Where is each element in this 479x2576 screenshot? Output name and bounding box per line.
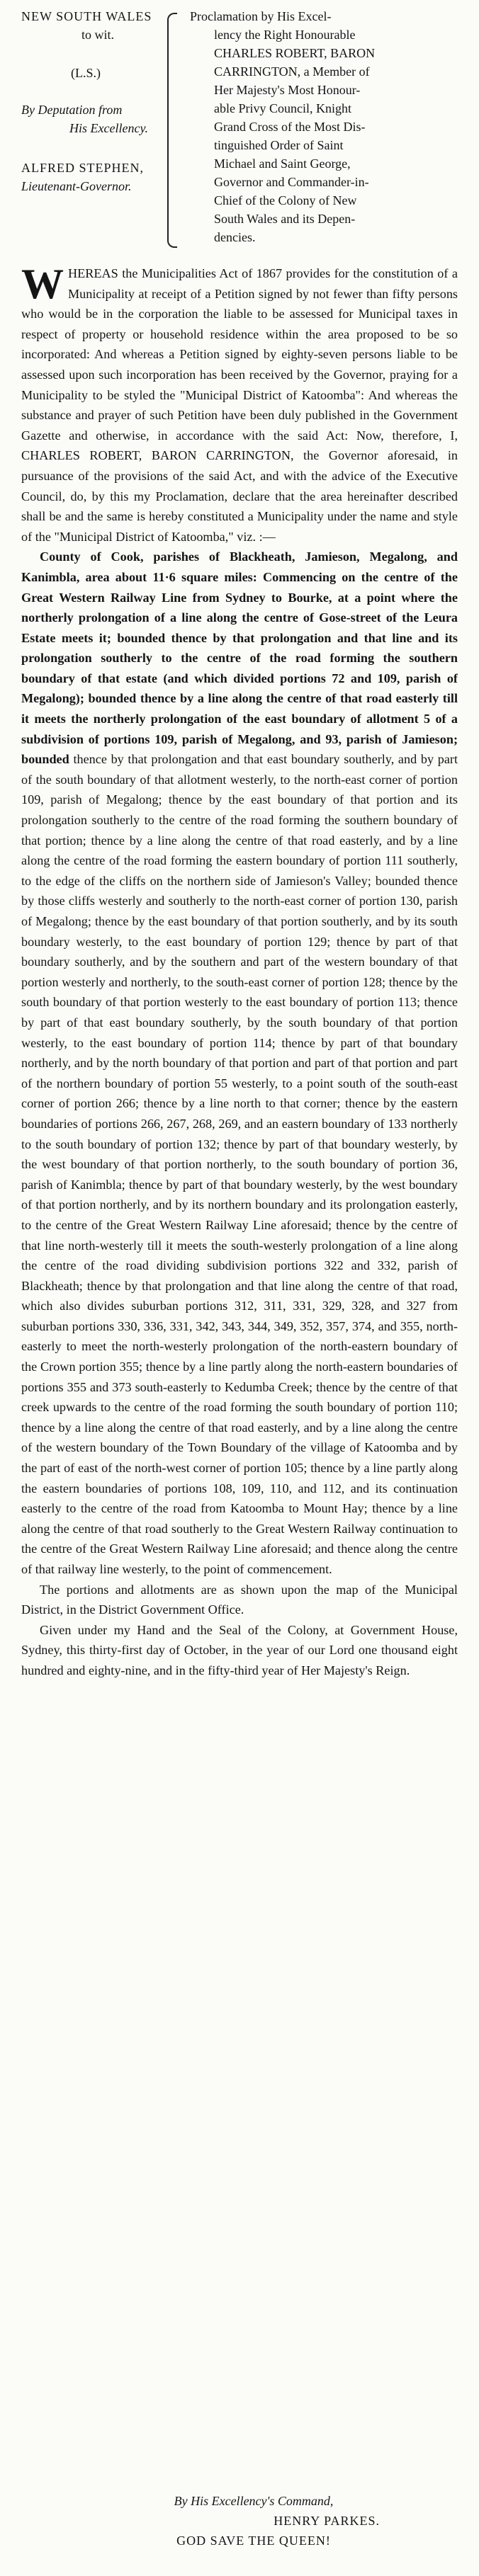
boundary-description: thence by that prolongation and that east boundary southerly, and by part of the south boundary of that allotment westerly, to the north-east corner of portion 109, parish of Megalong; thence by the east boundary of that portion and its prolongation southerly to the centre of the road forming the southern boundary of that portion; thence by a line along the centre of that road easterly, and by a line along the centre of the road forming the eastern boundary of portion 111 southerly, to the edge of the cliffs on the northern side of Jamieson's Valley; bounded thence by those cliffs westerly and southerly to the north-east corner of portion 130, parish of Megalong; thence by the east boundary of that portion southerly, and by its south boundary westerly, to the east boundary of portion 129; thence by part of that boundary southerly, and by the southern and part of the western boundary of that portion westerly and northerly, to the south-east corner of portion 128; thence by the south boundary of that portion westerly to the east boundary of portion 113; thence by part of that east boundary southerly, by the south boundary of that portion westerly, to the east boundary of portion 114; thence by part of that boundary northerly, and by the north boundary of that portion and part of that portion and part of the northern boundary of portion 55 westerly, to a point south of the south-east corner of portion 266; thence by a line north to that corner; thence by the eastern boundaries of portions 266, 267, 268, 269, and an eastern boundary of 133 northerly to the south boundary of portion 132; thence by part of that boundary westerly, by the west boundary of that portion northerly, to the south boundary of portion 36, parish of Kanimbla; thence by part of that boundary westerly, by the west boundary of that portion northerly, and by its northern boundary and its prolongation easterly, to the centre of the Great Western Railway Line aforesaid; thence by the centre of that line north-westerly till it meets the south-westerly prolongation of a line along the centre of the road dividing subdivision portions 322 and 332, parish of Blackheath; thence by that prolongation and that line along the centre of that road, which also divides suburban portions 312, 311, 331, 329, 328, and 327 from suburban portions 330, 336, 331, 342, 343, 344, 349, 352, 357, 374, and 355, north-easterly to meet the north-westerly prolongation of the north-eastern boundary of the Crown portion 355; thence by a line partly along the north-eastern boundaries of portions 355 and 373 south-easterly to Kedumba Creek; thence by the centre of that creek upwards to the centre of the road forming the south boundary of portion 110; thence by a line along the centre of that road easterly, and by a line along the centre of the western boundary of the Town Boundary of the village of Katoomba and by the part of east of the north-west corner of portion 105; thence by a line partly along the eastern boundaries of portions 108, 109, 110, and 112, and its continuation easterly to the centre of the road from Katoomba to Mount Hay; thence by a line along the centre of that road southerly to the Great Western Railway continuation to the centre of the Great Western Railway Line aforesaid; and thence along the centre of that railway line westerly, to the point of commencement. (21, 752, 458, 1576)
proclamation-line: Governor and Commander-in- (214, 175, 369, 189)
proclamation-line: lency the Right Honourable (214, 28, 356, 42)
closing-line: GOD SAVE THE QUEEN! (176, 2534, 331, 2548)
drop-cap-letter: W (21, 261, 64, 307)
deputation-line-2: His Excellency. (69, 121, 148, 135)
preamble-text: HEREAS the Municipalities Act of 1867 provides for the constitution of a Municipality at receipt of a Petition signed by not fewer than fifty persons who would be in the corporation the liable to be assessed for Municipal taxes in respect of property or household residence within the area proposed to be so incorporated: And whereas a Petition signed by eighty-seven persons liable to be assessed upon such incorporation has been received by the Governor, praying for a Municipality to be styled the "Municipal District of Katoomba": And whereas the substance and prayer of such Petition have been duly published in the Government Gazette and otherwise, in accordance with the said Act: Now, therefore, I, CHARLES ROBERT, BARON CARRINGTON, the Governor aforesaid, in pursuance of the provisions of the said Act, and with the advice of the Executive Council, do, by this my Proclamation, declare that the area hereinafter described shall be and the same is hereby constituted a Municipality under the name and style of the "Municipal District of Katoomba," viz. :— (21, 266, 458, 544)
proclamation-line: tinguished Order of Saint (214, 138, 344, 152)
proclamation-title-block (190, 7, 470, 246)
to-wit: to wit. (81, 28, 115, 42)
proclamation-line: Chief of the Colony of New (214, 193, 357, 207)
proclamation-line: South Wales and its Depen- (214, 212, 356, 226)
seal-mark: (L.S.) (71, 66, 101, 80)
proclamation-header (0, 0, 479, 255)
colony-name: NEW SOUTH WALES (21, 9, 152, 23)
command-line: By His Excellency's Command, (174, 2494, 334, 2508)
proclamation-line: Grand Cross of the Most Dis- (214, 120, 366, 134)
proclamation-line: Her Majesty's Most Honour- (214, 83, 361, 97)
proclamation-line: Proclamation by His Excel- (190, 9, 332, 23)
proclamation-line: CARRINGTON, a Member of (214, 64, 370, 79)
deputy-name: ALFRED STEPHEN, (21, 161, 145, 175)
proclamation-line: CHARLES ROBERT, BARON (214, 46, 376, 60)
preamble-paragraph (21, 263, 458, 547)
deputy-title: Lieutenant-Governor. (21, 179, 132, 193)
boundary-description-bold: County of Cook, parishes of Blackheath, Jamieson, Megalong, and Kanimbla, area about 11·6 square miles: Commencing on the centre of the Great Western Railway Line from Sydney to Bourke, at a point where the northerly prolongation of a line along the centre of Gose-street of the Leura Estate meets it; bounded thence by that prolongation and that line and its prolongation southerly to the centre of the road forming the southern boundary of that estate (and which divided portions 72 and 109, parish of Megalong); bounded thence by a line along the centre of that road easterly till it meets the northerly prolongation of the east boundary of allotment 5 of a subdivision of portions 109, parish of Megalong, and 93, parish of Jamieson; bounded (21, 549, 458, 767)
deputation-line-1: By Deputation from (21, 103, 123, 117)
map-reference-paragraph: The portions and allotments are as shown upon the map of the Municipal District, in the District Government Office. (21, 1582, 458, 1617)
proclamation-line: Michael and Saint George, (214, 156, 351, 171)
given-under-paragraph: Given under my Hand and the Seal of the Colony, at Government House, Sydney, this thirty-first day of October, in the year of our Lord one thousand eight hundred and eighty-nine, and in the fifty-third year of Her Majesty's Reign. (21, 1622, 458, 1677)
signature-block (21, 2491, 458, 2551)
proclamation-line: able Privy Council, Knight (214, 101, 351, 115)
authority-block (21, 7, 152, 195)
signatory-name: HENRY PARKES. (274, 2514, 380, 2528)
boundary-paragraph (21, 547, 458, 1579)
header-brace (167, 13, 177, 248)
proclamation-line: dencies. (214, 230, 256, 244)
proclamation-body (21, 263, 458, 1681)
